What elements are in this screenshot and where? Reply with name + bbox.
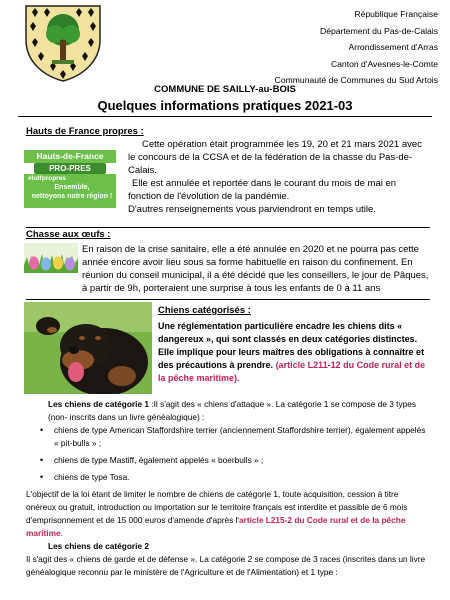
list-item: • chiens de type Mastiff, également appelés « boerbulls » ; (36, 454, 430, 467)
cat1-heading: Les chiens de catégorie 1 (48, 399, 149, 409)
hdf-paragraph: Elle est annulée et reportée dans le courant du mois de mai en fonction de l'évolution de la pandémie. (128, 178, 397, 202)
list-item: • chiens de type Tosa. (36, 471, 430, 484)
page-title: Quelques informations pratiques 2021-03 (18, 96, 432, 117)
eggs-heading: Chasse aux œufs : (26, 229, 111, 240)
header-line: République Française (354, 9, 438, 19)
easter-eggs-image (24, 243, 78, 273)
dogs-intro: Une réglementation particulière encadre les chiens dits « dangereux », qui sont classés en deux catégories distinctes. Elle implique pour leurs maîtres des obligations à connaître et des précautions à prendre. (article L211-12 du Code rural et de la pêche maritime). (158, 321, 426, 383)
dogs-body (26, 398, 430, 579)
header-line: Canton d'Avesnes-le-Comte (330, 58, 438, 69)
commune-name: COMMUNE DE SAILLY-au-BOIS (154, 84, 296, 95)
commune-crest-logo (22, 4, 104, 82)
rottweiler-photo (24, 302, 152, 394)
header-line: Arrondissement d'Arras (348, 42, 438, 52)
dogs-heading: Chiens catégorisés : (158, 305, 251, 316)
article-l215-2-link[interactable]: article L215-2 du Code rural et de la pêche maritime (26, 515, 406, 538)
administrative-header (275, 6, 438, 89)
hdf-text (128, 138, 428, 216)
cat2-heading: Les chiens de catégorie 2 (48, 541, 149, 551)
header-line: Communauté de Communes du Sud Artois (274, 75, 438, 85)
hdf-paragraph: Cette opération était programmée les 19, 20 et 21 mars 2021 avec le concours de la CCSA et de la fédération de la chasse du Pas-de-Calais. (128, 139, 422, 176)
header-line: Département du Pas-de-Calais (320, 25, 438, 36)
law-goal-paragraph: L'objectif de la loi étant de limiter le nombre de chiens de catégorie 1, toute acquisition, cession à titre onéreux ou gratuit, introduction ou importation sur le territoire français est interdite et passible de 6 mois d'emprisonnement et de 15 000 euros d'amende d'après l'article L215-2 du Code rural et de la pêche maritime. (26, 489, 408, 538)
cat1-list (26, 424, 430, 484)
cat1-text: :Il s'agit des « chiens d'attaque ». La catégorie 1 se compose de 3 types (non- inscrits dans un livre généalogique) : (48, 399, 416, 422)
divider (26, 299, 430, 300)
cat2-text: Il s'agit des « chiens de garde et de défense ». La catégorie 2 se compose de 3 races (inscrites dans un livre généalogique reconnu par le ministère de l'Agriculture et de l'Alimentation) et 1 type : (26, 554, 426, 577)
article-l211-12-link[interactable]: (article L211-12 du Code rural et de la pêche maritime). (158, 360, 426, 383)
hdf-propres-logo: Hauts-de-France PRO-PRES #hdfpropres Ensemble, nettoyons notre région ! (24, 150, 116, 208)
list-item: • chiens de type American Staffordshire terrier (anciennement Staffordshire terrier), également appelés « pit-bulls » ; (36, 424, 430, 450)
hdf-heading: Hauts de France propres : (26, 126, 144, 137)
divider (26, 227, 430, 228)
eggs-text: En raison de la crise sanitaire, elle a été annulée en 2020 et ne pourra pas cette année encore avoir lieu sous sa forme habituelle en raison du confinement. En réunion du conseil municipal, il a été décidé que les conseillers, le jour de Pâques, à partir de 9h, porteraient une surprise à tous les enfants de 0 à 11 ans (82, 244, 429, 294)
hdf-paragraph: D'autres renseignements vous parviendront en temps utile. (128, 204, 376, 215)
